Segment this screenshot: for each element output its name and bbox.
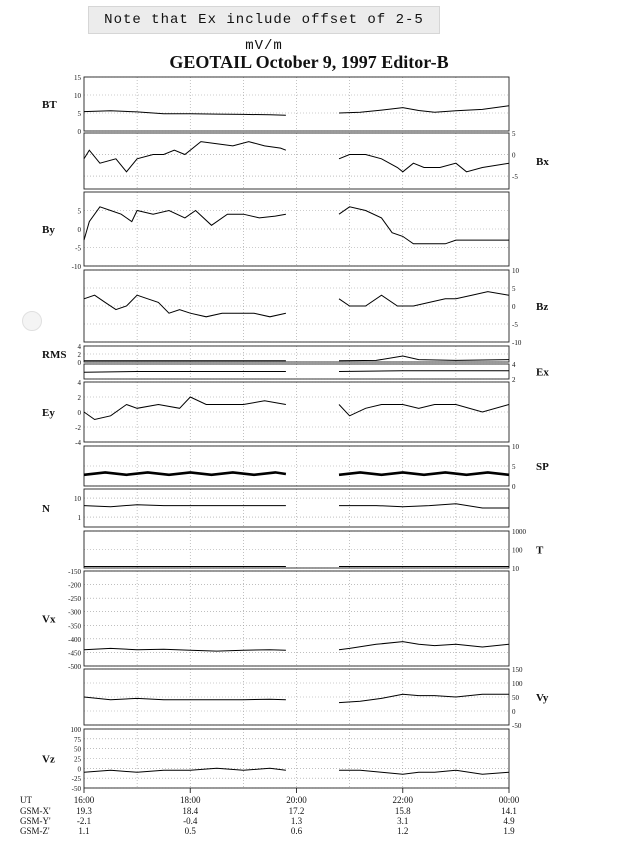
panel-sp — [84, 446, 509, 486]
panel-bz — [84, 270, 509, 342]
series-line-vy — [84, 694, 509, 702]
panel-vz — [84, 729, 509, 788]
footer-value: -0.4 — [183, 816, 198, 826]
tick-label-sp: 5 — [512, 463, 516, 471]
tick-label-t: 10 — [512, 565, 519, 573]
footer-value: 1.9 — [503, 826, 515, 836]
panel-label-ex: Ex — [536, 366, 549, 379]
footer-time-label: 20:00 — [286, 795, 307, 805]
footer-row-label: GSM-Z' — [20, 826, 50, 836]
footer-row-label: UT — [20, 795, 32, 805]
footer-time-label: 16:00 — [73, 795, 95, 805]
tick-label-bt: 15 — [74, 74, 81, 82]
tick-label-vy: 50 — [512, 694, 519, 702]
tick-label-vz: 100 — [70, 726, 81, 734]
footer-value: 0.5 — [184, 826, 196, 836]
panel-bx — [84, 133, 509, 189]
tick-label-vx: -250 — [68, 595, 81, 604]
tick-label-n: 1 — [77, 514, 81, 523]
tick-label-ey: 4 — [77, 379, 81, 387]
tick-label-bt: 0 — [77, 128, 81, 136]
tick-label-bx: 5 — [512, 130, 516, 138]
tick-label-vz: -50 — [71, 785, 81, 793]
panel-label-ey: Ey — [42, 407, 55, 419]
tick-label-bt: 5 — [77, 110, 81, 118]
tick-label-vy: 150 — [512, 666, 523, 674]
series-line-bx — [84, 142, 509, 172]
tick-label-vx: -200 — [68, 581, 81, 590]
tick-label-vy: -50 — [512, 722, 522, 730]
panel-label-sp: SP — [536, 461, 549, 473]
footer-value: 18.4 — [182, 806, 199, 816]
offset-note: Note that Ex include offset of 2-5 mV/m — [88, 6, 440, 34]
panel-ex — [84, 364, 509, 379]
tick-label-vz: 75 — [74, 735, 81, 744]
tick-label-ey: -4 — [75, 439, 81, 447]
panel-label-bx: Bx — [536, 156, 549, 168]
panel-label-vx: Vx — [42, 613, 56, 626]
tick-label-bt: 10 — [74, 92, 81, 100]
panel-n — [84, 489, 509, 527]
tick-label-vx: -150 — [68, 568, 81, 576]
footer-row-label: GSM-Y' — [20, 816, 51, 826]
panel-label-bz: Bz — [536, 301, 549, 313]
tick-label-vz: -25 — [71, 775, 81, 784]
panel-label-by: By — [42, 224, 55, 236]
tick-label-rms: 4 — [77, 343, 81, 351]
tick-label-bz: -10 — [512, 339, 522, 347]
tick-label-vy: 0 — [512, 708, 516, 716]
panel-label-vy: Vy — [536, 692, 549, 704]
panel-bt — [84, 77, 509, 131]
series-line-bz — [84, 292, 509, 317]
tick-label-ex: 4 — [512, 361, 516, 369]
panel-rms — [84, 346, 509, 362]
tick-label-vy: 100 — [512, 680, 523, 688]
footer-value: 4.9 — [503, 816, 515, 826]
tick-label-t: 1000 — [512, 528, 526, 536]
tick-label-ey: 0 — [77, 409, 81, 417]
tick-label-rms: 0 — [77, 359, 81, 367]
plot-title: GEOTAIL October 9, 1997 Editor-B — [169, 52, 449, 72]
footer-value: 1.2 — [397, 826, 409, 836]
tick-label-vz: 0 — [77, 765, 81, 774]
panel-label-t: T — [536, 544, 544, 557]
tick-label-bz: 5 — [512, 285, 516, 293]
tick-label-bx: -5 — [512, 173, 518, 182]
panel-label-n: N — [42, 503, 50, 515]
tick-label-t: 100 — [512, 546, 523, 555]
footer-time-label: 22:00 — [392, 795, 414, 805]
tick-label-vx: -350 — [68, 622, 81, 631]
footer-row-label: GSM-X' — [20, 806, 51, 816]
tick-label-by: -5 — [75, 244, 81, 253]
tick-label-bz: 10 — [512, 267, 519, 275]
footer-value: 1.3 — [290, 816, 303, 826]
tick-label-bz: -5 — [512, 321, 518, 329]
series-line-ex — [84, 371, 509, 373]
panel-label-rms: RMS — [42, 349, 67, 361]
panel-label-bt: BT — [42, 99, 57, 111]
tick-label-vz: 25 — [74, 755, 81, 764]
footer-value: 0.6 — [290, 826, 303, 836]
panel-label-vz: Vz — [42, 753, 55, 766]
footer-value: -2.1 — [76, 816, 92, 826]
tick-label-vz: 50 — [74, 745, 81, 754]
footer-time-label: 00:00 — [498, 795, 520, 805]
footer-value: 1.1 — [78, 826, 90, 836]
tick-label-by: 0 — [77, 226, 81, 234]
tick-label-bx: 0 — [512, 151, 516, 160]
tick-label-ex: 2 — [512, 376, 516, 384]
tick-label-by: -10 — [71, 263, 81, 271]
tick-label-bz: 0 — [512, 303, 516, 311]
tick-label-rms: 2 — [77, 351, 81, 359]
panel-ey — [84, 382, 509, 442]
panel-frame-vx — [84, 571, 509, 666]
footer-value: 3.1 — [397, 816, 409, 826]
panel-by — [84, 192, 509, 266]
tick-label-ey: -2 — [75, 424, 81, 432]
footer-value: 14.1 — [501, 806, 517, 816]
tick-label-by: 5 — [77, 207, 81, 216]
tick-label-vx: -400 — [68, 635, 81, 644]
tick-label-vx: -450 — [68, 649, 81, 658]
tick-label-sp: 10 — [512, 443, 519, 451]
tick-label-vx: -300 — [68, 608, 81, 617]
footer-value: 19.3 — [76, 806, 92, 816]
footer-time-label: 18:00 — [179, 795, 201, 805]
panel-vx — [84, 571, 509, 666]
tick-label-vx: -500 — [68, 663, 81, 671]
panel-t — [84, 531, 509, 568]
tick-label-sp: 0 — [512, 483, 516, 491]
panel-vy — [84, 669, 509, 725]
footer-value: 15.8 — [394, 806, 411, 816]
footer-value: 17.2 — [288, 806, 305, 816]
tick-label-n: 10 — [74, 495, 81, 504]
tick-label-ey: 2 — [77, 394, 81, 402]
